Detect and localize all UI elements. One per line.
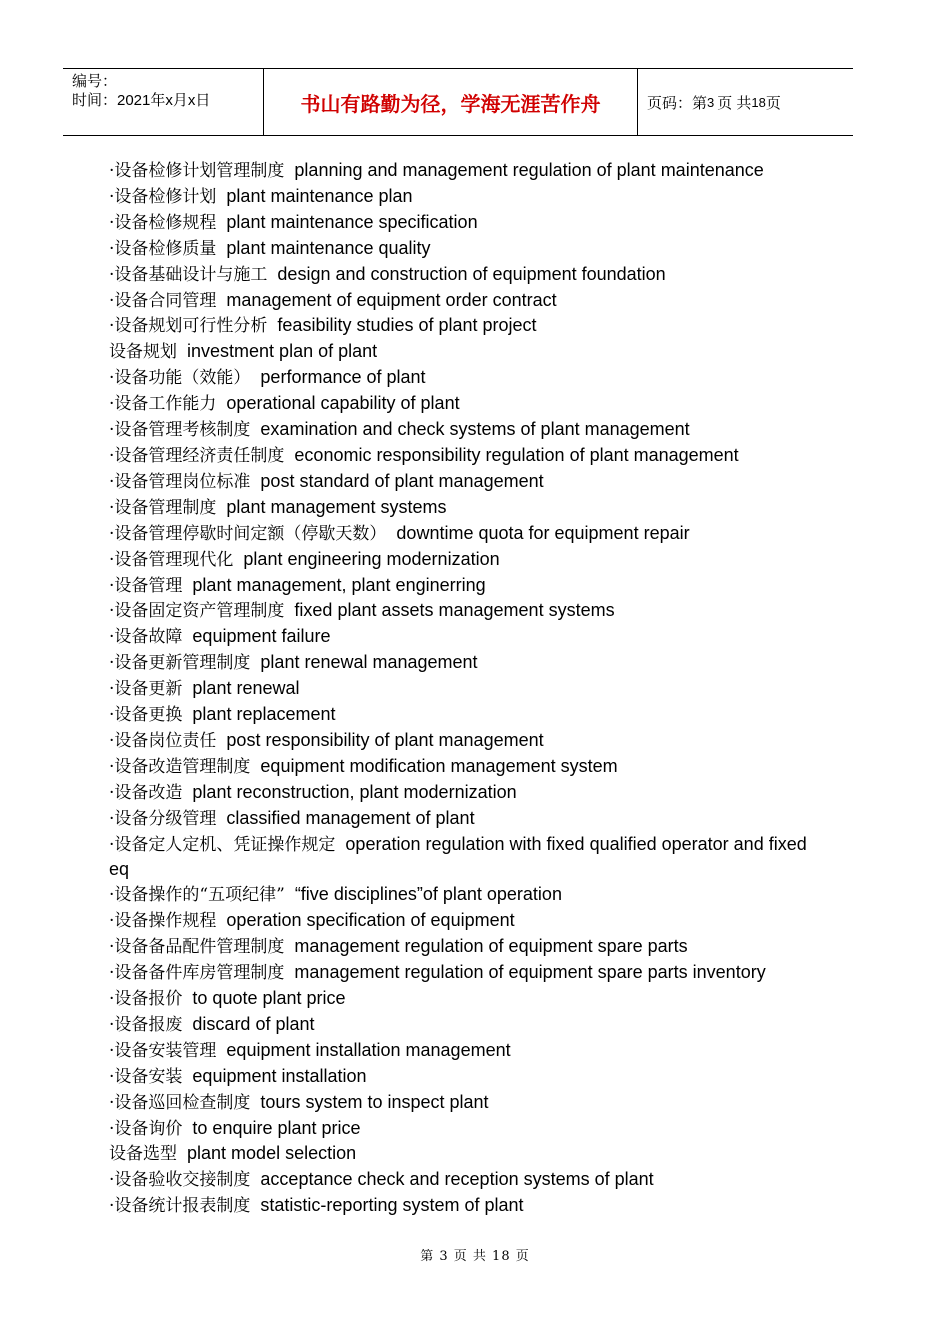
glossary-entry: [109, 417, 809, 443]
term-english: investment plan of plant: [187, 341, 378, 362]
page-footer: 第 3 页 共 18 页: [420, 1249, 530, 1264]
term-english: acceptance check and reception systems of plant: [260, 1169, 654, 1190]
term-english: equipment installation: [192, 1065, 367, 1086]
glossary-entry: [109, 650, 809, 676]
glossary-entry: [109, 908, 809, 934]
term-english: operational capability of plant: [226, 393, 460, 414]
term-chinese: ·设备安装: [109, 1066, 183, 1087]
term-chinese: ·设备定人定机、凭证操作规定: [109, 834, 336, 855]
term-chinese: ·设备检修规程: [109, 212, 217, 233]
term-chinese: ·设备统计报表制度: [109, 1196, 251, 1217]
term-chinese: 设备规划: [109, 342, 177, 363]
term-english: plant management, plant enginerring: [192, 574, 486, 595]
term-english: operation specification of equipment: [226, 910, 515, 931]
term-english: post responsibility of plant management: [226, 729, 544, 750]
glossary-entry: [109, 573, 809, 599]
page-prefix: 页码：第: [647, 94, 708, 112]
term-chinese: ·设备备件库房管理制度: [109, 963, 285, 984]
header-motto: 书山有路勤为径，学海无涯苦作舟: [300, 91, 601, 116]
term-english: planning and management regulation of plant maintenance: [294, 160, 764, 180]
term-chinese: ·设备管理: [109, 575, 183, 596]
term-english: post standard of plant management: [260, 470, 544, 491]
glossary-entry: [109, 882, 809, 908]
term-english: design and construction of equipment foundation: [277, 263, 666, 284]
term-chinese: ·设备分级管理: [109, 808, 217, 829]
glossary-entry: [109, 339, 809, 365]
term-english: equipment modification management system: [260, 755, 618, 776]
glossary-entry: [109, 780, 809, 806]
term-english: economic responsibility regulation of plant management: [294, 444, 739, 465]
glossary-entry: [109, 1193, 809, 1219]
term-chinese: ·设备工作能力: [109, 394, 217, 415]
term-chinese: ·设备更新: [109, 679, 183, 700]
term-chinese: ·设备功能（效能）: [109, 368, 251, 389]
page-total: 18: [751, 94, 766, 110]
term-chinese: ·设备管理岗位标准: [109, 471, 251, 492]
glossary-entry: [109, 1116, 809, 1142]
glossary-entry: [109, 1141, 809, 1167]
term-english: plant replacement: [192, 704, 336, 725]
term-english: plant engineering modernization: [243, 548, 500, 569]
term-chinese: ·设备备品配件管理制度: [109, 937, 285, 958]
term-english: equipment failure: [192, 626, 331, 647]
term-chinese: ·设备操作的“五项纪律”: [109, 885, 285, 906]
glossary-entry: [109, 547, 809, 573]
term-english: equipment installation management: [226, 1039, 511, 1060]
glossary-entry: [109, 365, 809, 391]
glossary-entry: [109, 934, 809, 960]
term-english: plant maintenance specification: [226, 211, 478, 232]
term-chinese: ·设备更换: [109, 705, 183, 726]
term-english: plant renewal management: [260, 652, 478, 673]
glossary-entry: [109, 754, 809, 780]
term-english: plant reconstruction, plant modernization: [192, 781, 517, 802]
page-header: [63, 68, 853, 136]
term-english: feasibility studies of plant project: [277, 315, 537, 336]
term-chinese: ·设备检修质量: [109, 238, 217, 259]
header-page-number: [638, 69, 853, 135]
term-chinese: ·设备管理现代化: [109, 549, 234, 570]
glossary-entry: [109, 1012, 809, 1038]
glossary-entry: [109, 184, 809, 210]
term-chinese: ·设备检修计划管理制度: [109, 161, 285, 181]
header-meta: [63, 69, 263, 135]
term-english: tours system to inspect plant: [260, 1091, 489, 1112]
term-chinese: ·设备管理停歇时间定额（停歇天数）: [109, 523, 387, 544]
term-chinese: ·设备更新管理制度: [109, 653, 251, 674]
page-current: 3: [707, 94, 715, 110]
glossary-entry: [109, 986, 809, 1012]
glossary-entry: [109, 728, 809, 754]
glossary-entry: [109, 624, 809, 650]
glossary-entry: [109, 469, 809, 495]
term-english: plant renewal: [192, 678, 300, 699]
glossary-entry: [109, 313, 809, 339]
term-chinese: ·设备检修计划: [109, 186, 217, 207]
term-chinese: ·设备改造: [109, 782, 183, 803]
document-time-label: 时间：2021年x月x日: [72, 92, 211, 109]
term-english: “five disciplines”of plant operation: [294, 884, 562, 905]
term-english: to enquire plant price: [192, 1117, 361, 1138]
term-chinese: ·设备管理考核制度: [109, 420, 251, 441]
glossary-entry: [109, 495, 809, 521]
term-chinese: ·设备询价: [109, 1118, 183, 1139]
glossary-entry: [109, 1090, 809, 1116]
term-english: examination and check systems of plant management: [260, 419, 690, 440]
glossary-entry: [109, 236, 809, 262]
glossary-entry: [109, 210, 809, 236]
glossary-entry: [109, 262, 809, 288]
page-mid: 页 共: [717, 94, 752, 112]
term-english: classified management of plant: [226, 807, 475, 828]
term-english: fixed plant assets management systems: [294, 600, 615, 621]
glossary-entry: [109, 443, 809, 469]
glossary-entry: [109, 676, 809, 702]
term-english: downtime quota for equipment repair: [396, 522, 690, 543]
term-english: management regulation of equipment spare parts inventory: [294, 962, 766, 983]
glossary-entry: [109, 702, 809, 728]
term-chinese: ·设备管理经济责任制度: [109, 445, 285, 466]
term-chinese: ·设备验收交接制度: [109, 1170, 251, 1191]
term-english: plant maintenance quality: [226, 237, 431, 258]
term-chinese: ·设备操作规程: [109, 911, 217, 932]
glossary-entry: [109, 288, 809, 314]
term-chinese: ·设备故障: [109, 627, 183, 648]
term-english: statistic-reporting system of plant: [260, 1195, 524, 1216]
glossary-entry: [109, 806, 809, 832]
term-english: to quote plant price: [192, 988, 346, 1008]
glossary-entry: [109, 521, 809, 547]
term-english: plant model selection: [187, 1143, 357, 1164]
glossary-entry: [109, 832, 809, 883]
glossary-entry: [109, 960, 809, 986]
glossary-entry: [109, 598, 809, 624]
term-chinese: ·设备报价: [109, 989, 183, 1009]
term-chinese: ·设备巡回检查制度: [109, 1092, 251, 1113]
term-english: discard of plant: [192, 1013, 315, 1034]
term-chinese: ·设备规划可行性分析: [109, 316, 268, 337]
page-suffix: 页: [765, 94, 781, 112]
term-chinese: ·设备岗位责任: [109, 730, 217, 751]
term-chinese: ·设备合同管理: [109, 290, 217, 311]
document-number-label: 编号：: [72, 73, 118, 90]
term-chinese: ·设备改造管理制度: [109, 756, 251, 777]
term-chinese: ·设备基础设计与施工: [109, 264, 268, 285]
term-chinese: ·设备固定资产管理制度: [109, 601, 285, 622]
glossary-list: [109, 158, 809, 1219]
glossary-entry: [109, 158, 809, 184]
term-english: management of equipment order contract: [226, 289, 557, 310]
term-english: performance of plant: [260, 367, 426, 388]
term-chinese: 设备选型: [109, 1144, 177, 1165]
term-english: operation regulation with fixed qualified operator and fixed eq: [109, 833, 807, 880]
term-chinese: ·设备管理制度: [109, 497, 217, 518]
glossary-entry: [109, 1064, 809, 1090]
term-english: plant management systems: [226, 496, 447, 517]
glossary-entry: [109, 391, 809, 417]
glossary-entry: [109, 1038, 809, 1064]
term-english: plant maintenance plan: [226, 185, 413, 206]
glossary-entry: [109, 1167, 809, 1193]
term-chinese: ·设备报废: [109, 1014, 183, 1035]
term-chinese: ·设备安装管理: [109, 1040, 217, 1061]
term-english: management regulation of equipment spare parts: [294, 936, 688, 957]
